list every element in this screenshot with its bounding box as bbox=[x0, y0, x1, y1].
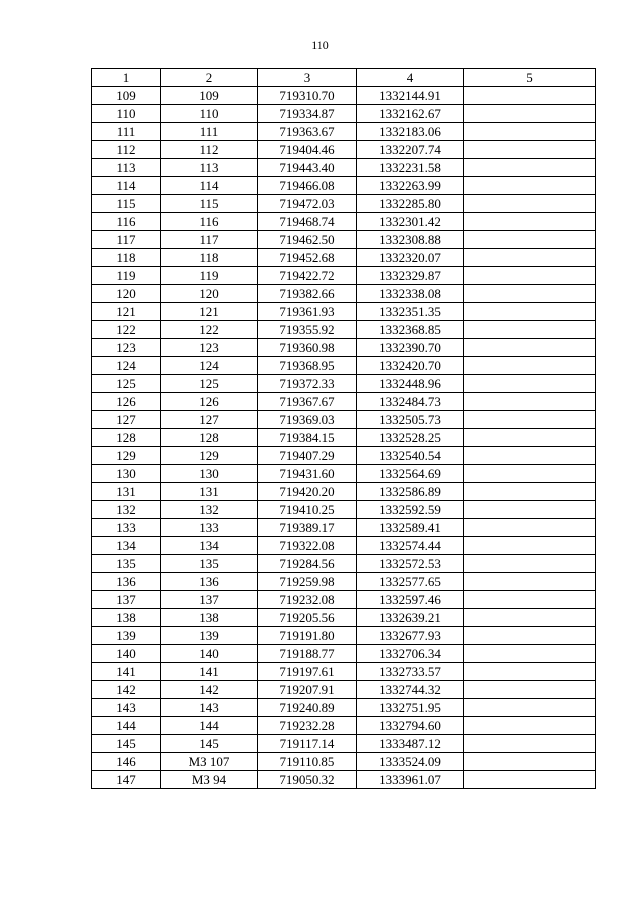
note-cell bbox=[464, 771, 596, 789]
point-number-cell: 115 bbox=[92, 195, 161, 213]
table-row bbox=[92, 609, 596, 627]
y-coordinate-cell: 1332207.74 bbox=[357, 141, 464, 159]
table-row bbox=[92, 303, 596, 321]
point-number-cell: 126 bbox=[92, 393, 161, 411]
y-coordinate-cell: 1332338.08 bbox=[357, 285, 464, 303]
y-coordinate-cell: 1332285.80 bbox=[357, 195, 464, 213]
point-number-cell: 132 bbox=[92, 501, 161, 519]
y-coordinate-cell: 1332301.42 bbox=[357, 213, 464, 231]
x-coordinate-cell: 719360.98 bbox=[258, 339, 357, 357]
x-coordinate-cell: 719468.74 bbox=[258, 213, 357, 231]
note-cell bbox=[464, 231, 596, 249]
point-number-cell: 137 bbox=[92, 591, 161, 609]
point-label-cell: 116 bbox=[161, 213, 258, 231]
point-label-cell: 140 bbox=[161, 645, 258, 663]
note-cell bbox=[464, 303, 596, 321]
y-coordinate-cell: 1332528.25 bbox=[357, 429, 464, 447]
point-number-cell: 144 bbox=[92, 717, 161, 735]
note-cell bbox=[464, 627, 596, 645]
point-number-cell: 118 bbox=[92, 249, 161, 267]
note-cell bbox=[464, 609, 596, 627]
table-row bbox=[92, 123, 596, 141]
note-cell bbox=[464, 681, 596, 699]
table-row bbox=[92, 501, 596, 519]
y-coordinate-cell: 1332320.07 bbox=[357, 249, 464, 267]
point-number-cell: 123 bbox=[92, 339, 161, 357]
table-row bbox=[92, 141, 596, 159]
x-coordinate-cell: 719310.70 bbox=[258, 87, 357, 105]
point-label-cell: 135 bbox=[161, 555, 258, 573]
point-label-cell: 138 bbox=[161, 609, 258, 627]
point-label-cell: 126 bbox=[161, 393, 258, 411]
note-cell bbox=[464, 411, 596, 429]
table-row bbox=[92, 591, 596, 609]
x-coordinate-cell: 719110.85 bbox=[258, 753, 357, 771]
table-row bbox=[92, 267, 596, 285]
y-coordinate-cell: 1332592.59 bbox=[357, 501, 464, 519]
column-header-4: 4 bbox=[357, 69, 464, 87]
note-cell bbox=[464, 465, 596, 483]
table-row bbox=[92, 87, 596, 105]
x-coordinate-cell: 719240.89 bbox=[258, 699, 357, 717]
table-row bbox=[92, 645, 596, 663]
y-coordinate-cell: 1332744.32 bbox=[357, 681, 464, 699]
note-cell bbox=[464, 663, 596, 681]
table-row bbox=[92, 375, 596, 393]
table-row bbox=[92, 285, 596, 303]
table-row bbox=[92, 105, 596, 123]
note-cell bbox=[464, 141, 596, 159]
point-label-cell: 136 bbox=[161, 573, 258, 591]
y-coordinate-cell: 1332597.46 bbox=[357, 591, 464, 609]
y-coordinate-cell: 1332564.69 bbox=[357, 465, 464, 483]
table-row bbox=[92, 771, 596, 789]
y-coordinate-cell: 1332390.70 bbox=[357, 339, 464, 357]
table-header-row bbox=[92, 69, 596, 87]
point-label-cell: МЗ 94 bbox=[161, 771, 258, 789]
y-coordinate-cell: 1332572.53 bbox=[357, 555, 464, 573]
point-number-cell: 143 bbox=[92, 699, 161, 717]
table-body bbox=[92, 87, 596, 789]
note-cell bbox=[464, 519, 596, 537]
point-label-cell: 145 bbox=[161, 735, 258, 753]
table-row bbox=[92, 195, 596, 213]
x-coordinate-cell: 719197.61 bbox=[258, 663, 357, 681]
note-cell bbox=[464, 267, 596, 285]
point-label-cell: 139 bbox=[161, 627, 258, 645]
y-coordinate-cell: 1332794.60 bbox=[357, 717, 464, 735]
note-cell bbox=[464, 195, 596, 213]
note-cell bbox=[464, 213, 596, 231]
y-coordinate-cell: 1332231.58 bbox=[357, 159, 464, 177]
point-number-cell: 125 bbox=[92, 375, 161, 393]
y-coordinate-cell: 1332540.54 bbox=[357, 447, 464, 465]
x-coordinate-cell: 719205.56 bbox=[258, 609, 357, 627]
note-cell bbox=[464, 501, 596, 519]
x-coordinate-cell: 719382.66 bbox=[258, 285, 357, 303]
point-number-cell: 145 bbox=[92, 735, 161, 753]
note-cell bbox=[464, 537, 596, 555]
note-cell bbox=[464, 735, 596, 753]
page-number: 110 bbox=[311, 38, 329, 52]
y-coordinate-cell: 1332505.73 bbox=[357, 411, 464, 429]
point-label-cell: 144 bbox=[161, 717, 258, 735]
x-coordinate-cell: 719232.28 bbox=[258, 717, 357, 735]
point-number-cell: 121 bbox=[92, 303, 161, 321]
note-cell bbox=[464, 105, 596, 123]
point-label-cell: 113 bbox=[161, 159, 258, 177]
note-cell bbox=[464, 483, 596, 501]
table-row bbox=[92, 429, 596, 447]
note-cell bbox=[464, 285, 596, 303]
y-coordinate-cell: 1332263.99 bbox=[357, 177, 464, 195]
x-coordinate-cell: 719050.32 bbox=[258, 771, 357, 789]
y-coordinate-cell: 1332183.06 bbox=[357, 123, 464, 141]
note-cell bbox=[464, 753, 596, 771]
x-coordinate-cell: 719407.29 bbox=[258, 447, 357, 465]
column-header-1: 1 bbox=[92, 69, 161, 87]
note-cell bbox=[464, 591, 596, 609]
y-coordinate-cell: 1332484.73 bbox=[357, 393, 464, 411]
point-label-cell: 127 bbox=[161, 411, 258, 429]
y-coordinate-cell: 1332420.70 bbox=[357, 357, 464, 375]
point-label-cell: 111 bbox=[161, 123, 258, 141]
point-label-cell: 109 bbox=[161, 87, 258, 105]
y-coordinate-cell: 1332639.21 bbox=[357, 609, 464, 627]
note-cell bbox=[464, 717, 596, 735]
point-label-cell: 121 bbox=[161, 303, 258, 321]
note-cell bbox=[464, 429, 596, 447]
point-label-cell: 134 bbox=[161, 537, 258, 555]
x-coordinate-cell: 719369.03 bbox=[258, 411, 357, 429]
point-label-cell: 114 bbox=[161, 177, 258, 195]
point-label-cell: 119 bbox=[161, 267, 258, 285]
note-cell bbox=[464, 357, 596, 375]
point-number-cell: 112 bbox=[92, 141, 161, 159]
table-row bbox=[92, 717, 596, 735]
point-number-cell: 119 bbox=[92, 267, 161, 285]
point-number-cell: 141 bbox=[92, 663, 161, 681]
point-number-cell: 117 bbox=[92, 231, 161, 249]
table-row bbox=[92, 699, 596, 717]
point-label-cell: 132 bbox=[161, 501, 258, 519]
y-coordinate-cell: 1332308.88 bbox=[357, 231, 464, 249]
point-number-cell: 139 bbox=[92, 627, 161, 645]
x-coordinate-cell: 719443.40 bbox=[258, 159, 357, 177]
point-number-cell: 114 bbox=[92, 177, 161, 195]
point-number-cell: 122 bbox=[92, 321, 161, 339]
table-row bbox=[92, 753, 596, 771]
point-label-cell: 117 bbox=[161, 231, 258, 249]
column-header-2: 2 bbox=[161, 69, 258, 87]
y-coordinate-cell: 1332144.91 bbox=[357, 87, 464, 105]
note-cell bbox=[464, 699, 596, 717]
x-coordinate-cell: 719367.67 bbox=[258, 393, 357, 411]
point-label-cell: 118 bbox=[161, 249, 258, 267]
point-number-cell: 129 bbox=[92, 447, 161, 465]
point-label-cell: 123 bbox=[161, 339, 258, 357]
point-number-cell: 110 bbox=[92, 105, 161, 123]
point-label-cell: 133 bbox=[161, 519, 258, 537]
point-number-cell: 135 bbox=[92, 555, 161, 573]
x-coordinate-cell: 719284.56 bbox=[258, 555, 357, 573]
x-coordinate-cell: 719422.72 bbox=[258, 267, 357, 285]
x-coordinate-cell: 719363.67 bbox=[258, 123, 357, 141]
y-coordinate-cell: 1333961.07 bbox=[357, 771, 464, 789]
coordinates-table bbox=[91, 68, 596, 789]
point-number-cell: 130 bbox=[92, 465, 161, 483]
point-label-cell: 112 bbox=[161, 141, 258, 159]
note-cell bbox=[464, 87, 596, 105]
point-label-cell: 141 bbox=[161, 663, 258, 681]
note-cell bbox=[464, 321, 596, 339]
x-coordinate-cell: 719355.92 bbox=[258, 321, 357, 339]
y-coordinate-cell: 1332351.35 bbox=[357, 303, 464, 321]
x-coordinate-cell: 719452.68 bbox=[258, 249, 357, 267]
y-coordinate-cell: 1332329.87 bbox=[357, 267, 464, 285]
y-coordinate-cell: 1332733.57 bbox=[357, 663, 464, 681]
note-cell bbox=[464, 555, 596, 573]
point-number-cell: 146 bbox=[92, 753, 161, 771]
table-row bbox=[92, 393, 596, 411]
point-label-cell: 130 bbox=[161, 465, 258, 483]
note-cell bbox=[464, 249, 596, 267]
column-header-3: 3 bbox=[258, 69, 357, 87]
point-label-cell: 143 bbox=[161, 699, 258, 717]
x-coordinate-cell: 719462.50 bbox=[258, 231, 357, 249]
column-header-5: 5 bbox=[464, 69, 596, 87]
table-row bbox=[92, 483, 596, 501]
point-number-cell: 140 bbox=[92, 645, 161, 663]
point-label-cell: 131 bbox=[161, 483, 258, 501]
point-number-cell: 134 bbox=[92, 537, 161, 555]
point-number-cell: 131 bbox=[92, 483, 161, 501]
table-row bbox=[92, 447, 596, 465]
x-coordinate-cell: 719431.60 bbox=[258, 465, 357, 483]
point-label-cell: 137 bbox=[161, 591, 258, 609]
table-row bbox=[92, 465, 596, 483]
point-label-cell: 124 bbox=[161, 357, 258, 375]
point-label-cell: 128 bbox=[161, 429, 258, 447]
table-row bbox=[92, 339, 596, 357]
point-label-cell: 120 bbox=[161, 285, 258, 303]
x-coordinate-cell: 719207.91 bbox=[258, 681, 357, 699]
table-row bbox=[92, 555, 596, 573]
x-coordinate-cell: 719322.08 bbox=[258, 537, 357, 555]
y-coordinate-cell: 1332574.44 bbox=[357, 537, 464, 555]
table-row bbox=[92, 321, 596, 339]
point-number-cell: 124 bbox=[92, 357, 161, 375]
point-label-cell: МЗ 107 bbox=[161, 753, 258, 771]
point-label-cell: 115 bbox=[161, 195, 258, 213]
x-coordinate-cell: 719404.46 bbox=[258, 141, 357, 159]
table-row bbox=[92, 681, 596, 699]
note-cell bbox=[464, 447, 596, 465]
y-coordinate-cell: 1332677.93 bbox=[357, 627, 464, 645]
y-coordinate-cell: 1332162.67 bbox=[357, 105, 464, 123]
note-cell bbox=[464, 123, 596, 141]
x-coordinate-cell: 719466.08 bbox=[258, 177, 357, 195]
x-coordinate-cell: 719372.33 bbox=[258, 375, 357, 393]
table-row bbox=[92, 627, 596, 645]
note-cell bbox=[464, 339, 596, 357]
point-label-cell: 142 bbox=[161, 681, 258, 699]
x-coordinate-cell: 719232.08 bbox=[258, 591, 357, 609]
x-coordinate-cell: 719117.14 bbox=[258, 735, 357, 753]
point-number-cell: 120 bbox=[92, 285, 161, 303]
table-row bbox=[92, 735, 596, 753]
point-number-cell: 128 bbox=[92, 429, 161, 447]
x-coordinate-cell: 719191.80 bbox=[258, 627, 357, 645]
point-label-cell: 110 bbox=[161, 105, 258, 123]
point-number-cell: 138 bbox=[92, 609, 161, 627]
note-cell bbox=[464, 159, 596, 177]
y-coordinate-cell: 1332577.65 bbox=[357, 573, 464, 591]
table-row bbox=[92, 213, 596, 231]
point-number-cell: 109 bbox=[92, 87, 161, 105]
y-coordinate-cell: 1332586.89 bbox=[357, 483, 464, 501]
table-row bbox=[92, 231, 596, 249]
note-cell bbox=[464, 645, 596, 663]
table-row bbox=[92, 537, 596, 555]
y-coordinate-cell: 1333524.09 bbox=[357, 753, 464, 771]
y-coordinate-cell: 1332751.95 bbox=[357, 699, 464, 717]
point-label-cell: 125 bbox=[161, 375, 258, 393]
y-coordinate-cell: 1332589.41 bbox=[357, 519, 464, 537]
x-coordinate-cell: 719361.93 bbox=[258, 303, 357, 321]
point-label-cell: 122 bbox=[161, 321, 258, 339]
table-row bbox=[92, 411, 596, 429]
point-label-cell: 129 bbox=[161, 447, 258, 465]
note-cell bbox=[464, 393, 596, 411]
x-coordinate-cell: 719188.77 bbox=[258, 645, 357, 663]
x-coordinate-cell: 719472.03 bbox=[258, 195, 357, 213]
x-coordinate-cell: 719389.17 bbox=[258, 519, 357, 537]
point-number-cell: 147 bbox=[92, 771, 161, 789]
x-coordinate-cell: 719259.98 bbox=[258, 573, 357, 591]
x-coordinate-cell: 719420.20 bbox=[258, 483, 357, 501]
point-number-cell: 142 bbox=[92, 681, 161, 699]
point-number-cell: 127 bbox=[92, 411, 161, 429]
y-coordinate-cell: 1332448.96 bbox=[357, 375, 464, 393]
table-row bbox=[92, 177, 596, 195]
note-cell bbox=[464, 177, 596, 195]
table-row bbox=[92, 519, 596, 537]
x-coordinate-cell: 719368.95 bbox=[258, 357, 357, 375]
table-row bbox=[92, 663, 596, 681]
note-cell bbox=[464, 573, 596, 591]
y-coordinate-cell: 1332706.34 bbox=[357, 645, 464, 663]
point-number-cell: 116 bbox=[92, 213, 161, 231]
point-number-cell: 111 bbox=[92, 123, 161, 141]
table-row bbox=[92, 573, 596, 591]
table-row bbox=[92, 159, 596, 177]
y-coordinate-cell: 1333487.12 bbox=[357, 735, 464, 753]
point-number-cell: 133 bbox=[92, 519, 161, 537]
table-row bbox=[92, 249, 596, 267]
table-row bbox=[92, 357, 596, 375]
note-cell bbox=[464, 375, 596, 393]
x-coordinate-cell: 719410.25 bbox=[258, 501, 357, 519]
point-number-cell: 136 bbox=[92, 573, 161, 591]
y-coordinate-cell: 1332368.85 bbox=[357, 321, 464, 339]
x-coordinate-cell: 719384.15 bbox=[258, 429, 357, 447]
x-coordinate-cell: 719334.87 bbox=[258, 105, 357, 123]
point-number-cell: 113 bbox=[92, 159, 161, 177]
